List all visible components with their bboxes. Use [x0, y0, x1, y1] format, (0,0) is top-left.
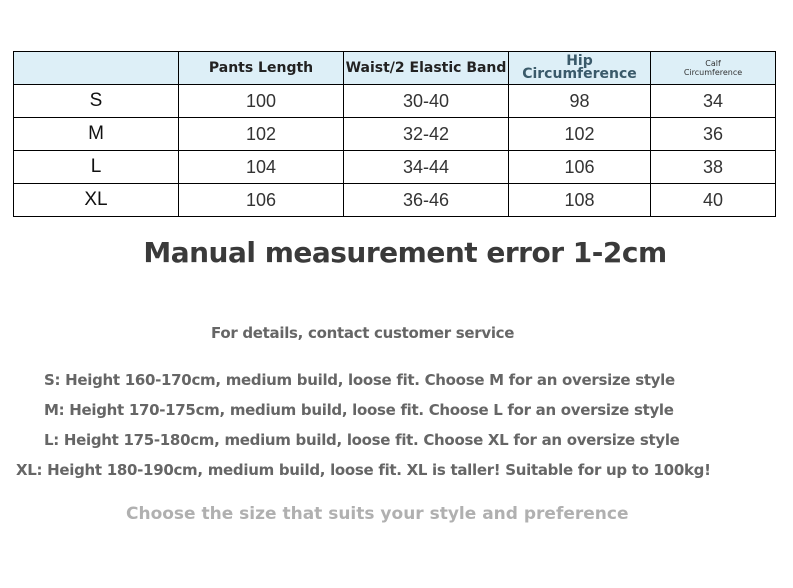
table-row — [14, 85, 776, 118]
cell-waist: 32-42 — [344, 118, 509, 151]
fit-guide-l: L: Height 175-180cm, medium build, loose fit. Choose XL for an oversize style — [44, 431, 680, 449]
table-row — [14, 184, 776, 217]
cell-size: S — [14, 85, 179, 118]
cell-calf: 34 — [651, 85, 776, 118]
cell-pants-length: 106 — [179, 184, 344, 217]
cell-calf: 36 — [651, 118, 776, 151]
contact-note: For details, contact customer service — [211, 324, 515, 342]
cell-calf: 38 — [651, 151, 776, 184]
cell-hip: 102 — [509, 118, 651, 151]
cell-pants-length: 102 — [179, 118, 344, 151]
cell-size: M — [14, 118, 179, 151]
cell-waist: 34-44 — [344, 151, 509, 184]
header-calf: Calf Circumference — [651, 52, 776, 85]
table-row — [14, 118, 776, 151]
cell-hip: 106 — [509, 151, 651, 184]
measurement-error-headline: Manual measurement error 1-2cm — [143, 236, 667, 269]
header-pants-length: Pants Length — [179, 52, 344, 85]
header-waist: Waist/2 Elastic Band — [344, 52, 509, 85]
cell-hip: 98 — [509, 85, 651, 118]
cell-pants-length: 104 — [179, 151, 344, 184]
cell-size: XL — [14, 184, 179, 217]
cell-hip: 108 — [509, 184, 651, 217]
header-hip: Hip Circumference — [509, 52, 651, 85]
fit-guide-xl: XL: Height 180-190cm, medium build, loose fit. XL is taller! Suitable for up to 100kg! — [16, 461, 711, 479]
header-size — [14, 52, 179, 85]
fit-guide-m: M: Height 170-175cm, medium build, loose fit. Choose L for an oversize style — [44, 401, 674, 419]
cell-size: L — [14, 151, 179, 184]
table-row — [14, 151, 776, 184]
cell-pants-length: 100 — [179, 85, 344, 118]
cell-calf: 40 — [651, 184, 776, 217]
size-chart-table — [13, 51, 776, 217]
cell-waist: 30-40 — [344, 85, 509, 118]
table-header-row — [14, 52, 776, 85]
fit-guide-s: S: Height 160-170cm, medium build, loose fit. Choose M for an oversize style — [44, 371, 675, 389]
cell-waist: 36-46 — [344, 184, 509, 217]
footer-note: Choose the size that suits your style and preference — [126, 504, 629, 524]
